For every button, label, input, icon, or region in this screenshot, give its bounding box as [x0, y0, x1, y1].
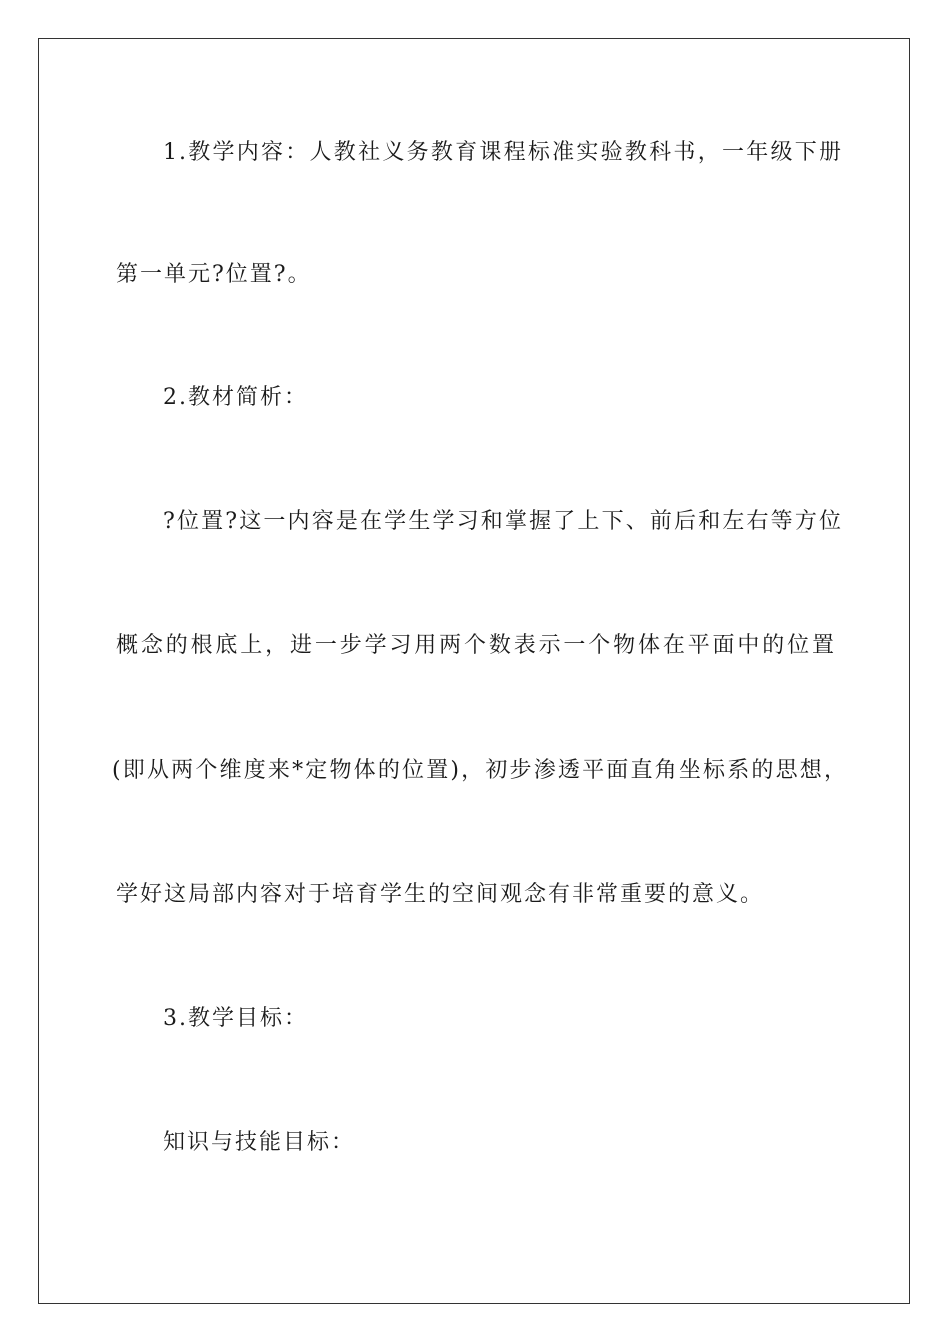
paragraph-analysis-line-1: ?位置?这一内容是在学生学习和掌握了上下、前后和左右等方位: [163, 509, 843, 534]
heading-textbook-analysis: 2.教材简析：: [163, 385, 308, 410]
paragraph-teaching-content-cont: 第一单元?位置?。: [116, 262, 312, 287]
paragraph-analysis-line-3: (即从两个维度来*定物体的位置)，初步渗透平面直角坐标系的思想，: [112, 758, 848, 783]
heading-teaching-goals: 3.教学目标：: [163, 1006, 308, 1031]
page-border: [38, 38, 910, 1304]
paragraph-analysis-line-2: 概念的根底上，进一步学习用两个数表示一个物体在平面中的位置: [116, 633, 836, 658]
paragraph-analysis-line-4: 学好这局部内容对于培育学生的空间观念有非常重要的意义。: [116, 882, 765, 907]
paragraph-teaching-content: 1.教学内容：人教社义务教育课程标准实验教科书，一年级下册: [163, 140, 843, 165]
heading-knowledge-skill-goals: 知识与技能目标：: [163, 1130, 356, 1155]
